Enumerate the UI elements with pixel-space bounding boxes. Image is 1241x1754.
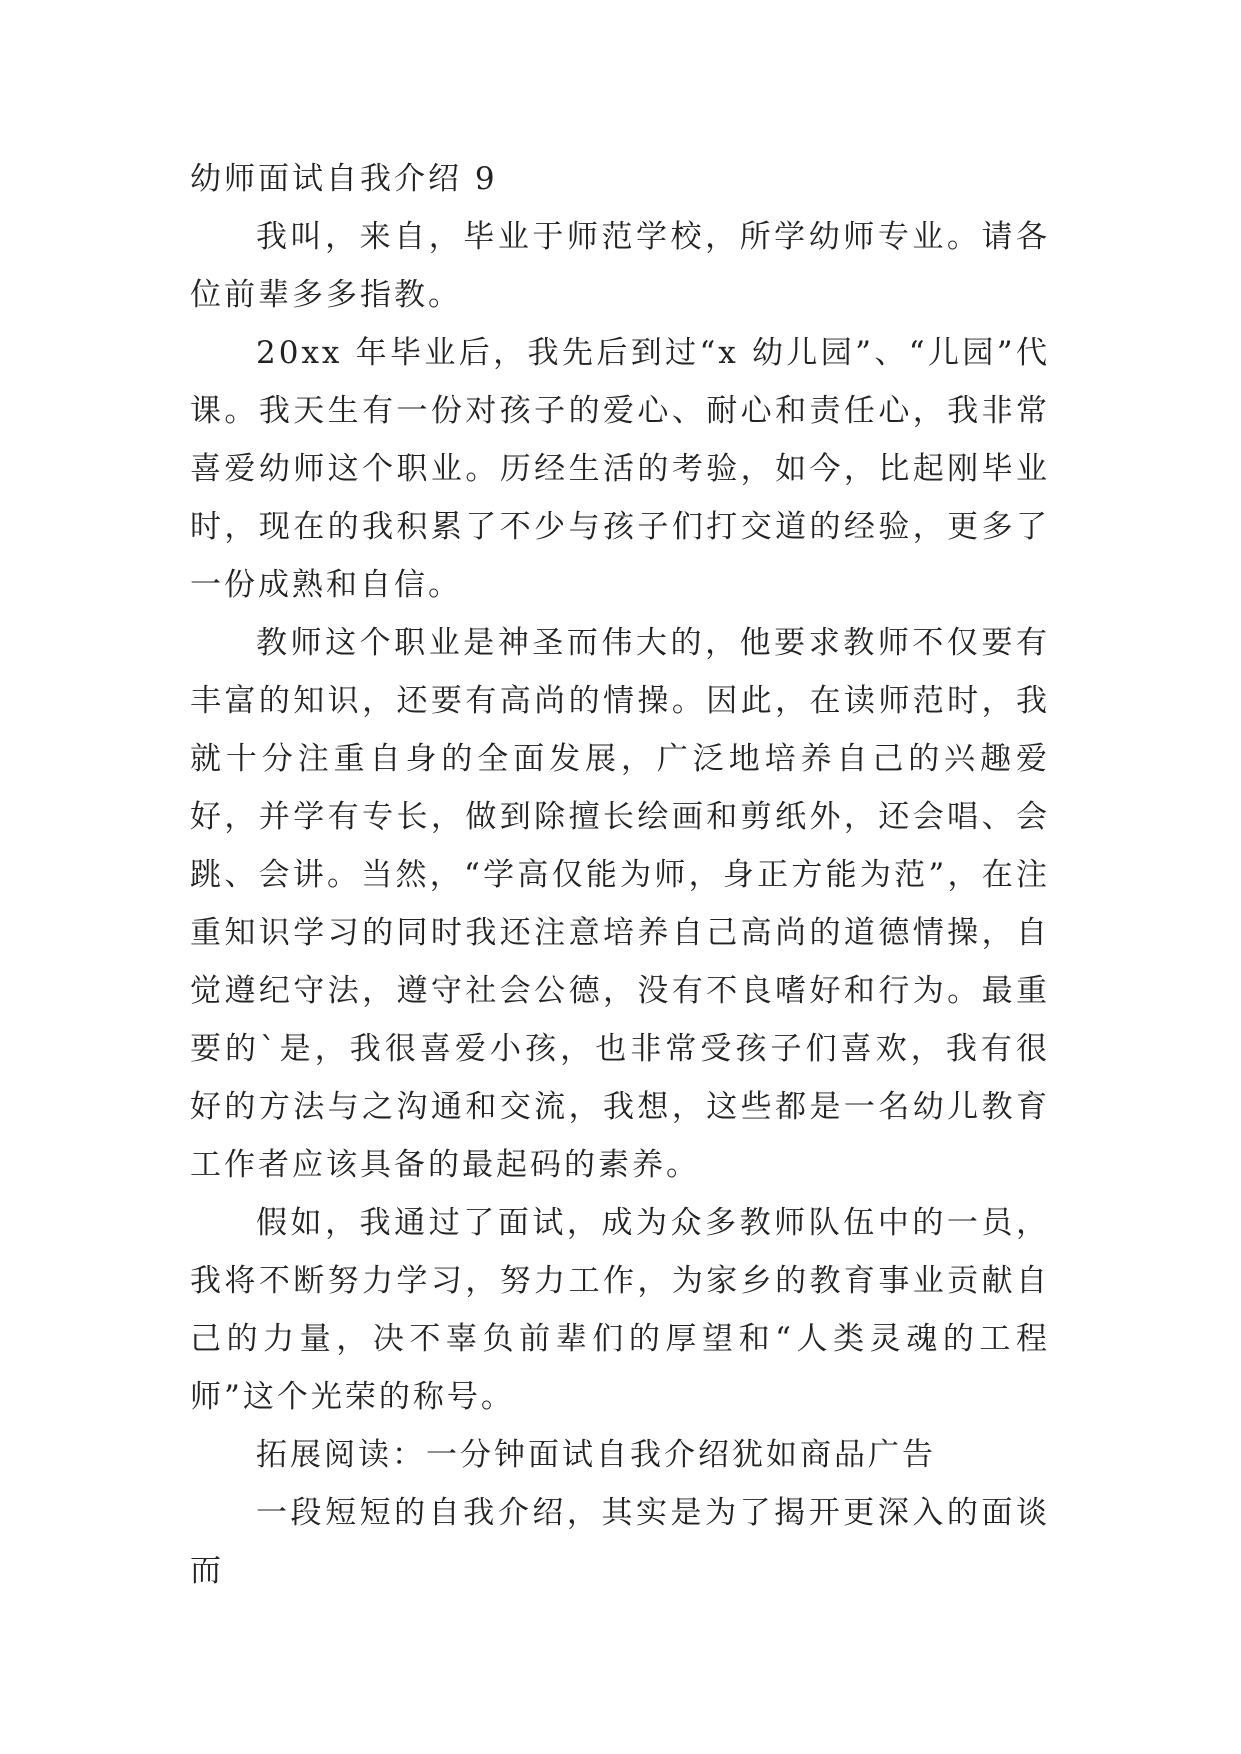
paragraph-experience: 20xx 年毕业后，我先后到过“x 幼儿园”、“儿园”代课。我天生有一份对孩子的爱心、耐心和责任心，我非常喜爱幼师这个职业。历经生活的考验，如今，比起刚毕业时，现在的我积累了不少与孩子们打交道的经验，更多了一份成熟和自信。 [190,335,1050,603]
extended-reading-heading: 拓展阅读：一分钟面试自我介绍犹如商品广告 [256,1437,936,1473]
document-body [190,150,1050,1600]
paragraph-teacher-profession: 教师这个职业是神圣而伟大的，他要求教师不仅要有丰富的知识，还要有高尚的情操。因此，在读师范时，我就十分注重自身的全面发展，广泛地培养自己的兴趣爱好，并学有专长，做到除擅长绘画和剪纸外，还会唱、会跳、会讲。当然，“学高仅能为师，身正方能为范”，在注重知识学习的同时我还注意培养自己高尚的道德情操，自觉遵纪守法，遵守社会公德，没有不良嗜好和行为。最重要的`是，我很喜爱小孩，也非常受孩子们喜欢，我有很好的方法与之沟通和交流，我想，这些都是一名幼儿教育工作者应该具备的最起码的素养。 [190,625,1050,1183]
document-title: 幼师面试自我介绍 9 [190,161,498,197]
paragraph-extended-reading: 一段短短的自我介绍，其实是为了揭开更深入的面谈而 [190,1495,1050,1589]
paragraph-aspiration: 假如，我通过了面试，成为众多教师队伍中的一员，我将不断努力学习，努力工作，为家乡的教育事业贡献自己的力量，决不辜负前辈们的厚望和“人类灵魂的工程师”这个光荣的称号。 [190,1205,1050,1415]
paragraph-intro: 我叫，来自，毕业于师范学校，所学幼师专业。请各位前辈多多指教。 [190,219,1050,313]
